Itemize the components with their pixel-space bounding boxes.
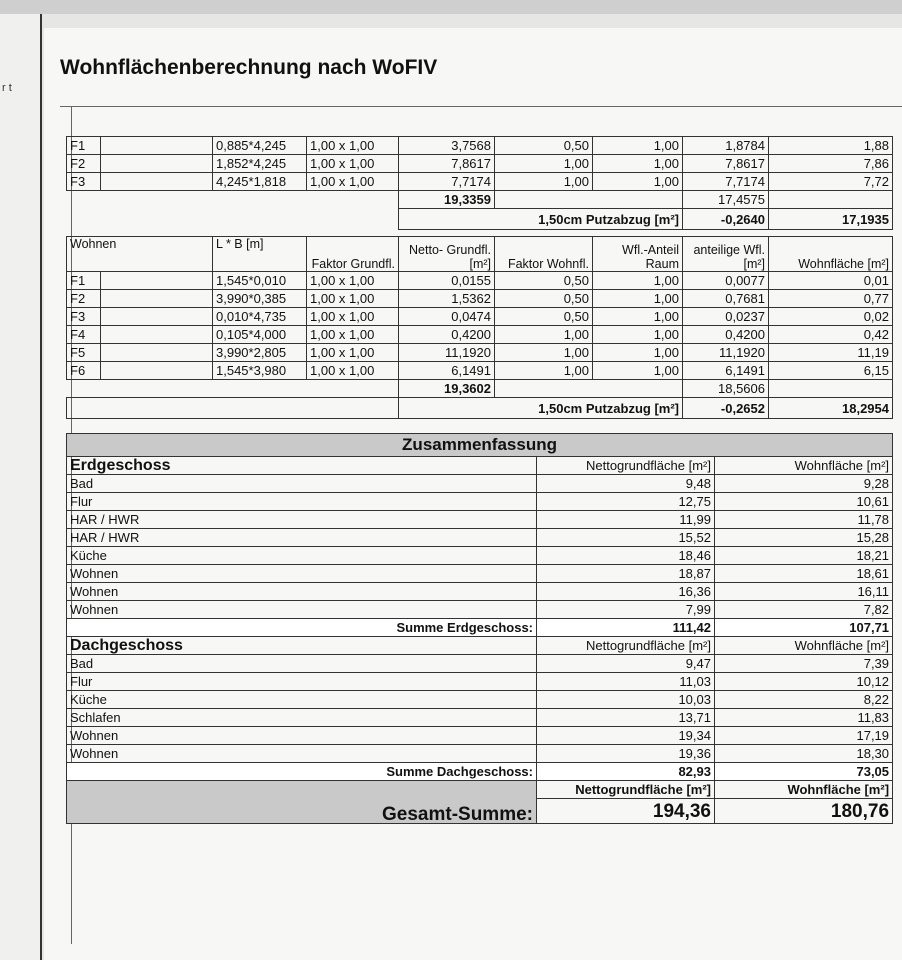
- summary-row: [67, 583, 893, 601]
- top-band: [0, 0, 902, 14]
- room-name: Wohnen: [67, 583, 537, 601]
- row-spacer: [101, 155, 213, 173]
- row-label: F1: [67, 137, 101, 155]
- row-label: F3: [67, 173, 101, 191]
- row-antwfl: 0,0237: [683, 308, 769, 326]
- room-wfl: 18,21: [715, 547, 893, 565]
- row-spacer: [101, 326, 213, 344]
- block1-sum-netto: 19,3359: [399, 191, 495, 209]
- summary-row: [67, 601, 893, 619]
- calc-row: [67, 362, 893, 380]
- room-wfl: 8,22: [715, 691, 893, 709]
- row-fw: 0,50: [495, 308, 593, 326]
- eg-col-ngf: Nettogrundfläche [m²]: [537, 457, 715, 475]
- left-panel: [0, 14, 42, 960]
- room-name: Küche: [67, 691, 537, 709]
- room-ngf: 9,47: [537, 655, 715, 673]
- calc-row: [67, 137, 893, 155]
- row-label: F4: [67, 326, 101, 344]
- col-netto-header: Netto- Grundfl. [m²]: [399, 237, 495, 272]
- calc-row: [67, 173, 893, 191]
- block2-putz-row: [67, 398, 893, 419]
- row-antwfl: 11,1920: [683, 344, 769, 362]
- total-header-row: [67, 781, 893, 799]
- row-spacer: [101, 173, 213, 191]
- row-antwfl: 6,1491: [683, 362, 769, 380]
- summary-row: [67, 727, 893, 745]
- room-name: HAR / HWR: [67, 511, 537, 529]
- block2-body: [67, 272, 893, 380]
- room-name: Wohnen: [67, 745, 537, 763]
- row-faktor: 1,00 x 1,00: [307, 362, 399, 380]
- row-anteil: 1,00: [593, 344, 683, 362]
- calc-row: [67, 290, 893, 308]
- eg-sum-label: Summe Erdgeschoss:: [67, 619, 537, 637]
- row-antwfl: 0,7681: [683, 290, 769, 308]
- row-spacer: [101, 308, 213, 326]
- block2-header-row: [67, 237, 893, 272]
- row-spacer: [101, 344, 213, 362]
- room-ngf: 16,36: [537, 583, 715, 601]
- row-spacer: [101, 272, 213, 290]
- row-netto: 1,5362: [399, 290, 495, 308]
- block1-putz-result: 17,1935: [769, 209, 893, 230]
- summary-table: [66, 433, 893, 824]
- total-wfl: 180,76: [715, 799, 893, 824]
- row-label: F5: [67, 344, 101, 362]
- calc-row: [67, 326, 893, 344]
- block2-putz-result: 18,2954: [769, 398, 893, 419]
- eg-sum-wfl: 107,71: [715, 619, 893, 637]
- room-wfl: 11,78: [715, 511, 893, 529]
- row-netto: 0,4200: [399, 326, 495, 344]
- room-wfl: 18,61: [715, 565, 893, 583]
- summary-row: [67, 475, 893, 493]
- row-lb: 1,545*0,010: [213, 272, 307, 290]
- row-netto: 7,7174: [399, 173, 495, 191]
- summary-row: [67, 691, 893, 709]
- block1-putz-label: 1,50cm Putzabzug [m²]: [399, 209, 683, 230]
- room-wfl: 15,28: [715, 529, 893, 547]
- room-wfl: 10,61: [715, 493, 893, 511]
- room-name: HAR / HWR: [67, 529, 537, 547]
- summary-row: [67, 493, 893, 511]
- row-label: F6: [67, 362, 101, 380]
- eg-heading: Erdgeschoss: [67, 457, 537, 475]
- row-spacer: [101, 362, 213, 380]
- row-anteil: 1,00: [593, 308, 683, 326]
- row-wfl: 6,15: [769, 362, 893, 380]
- room-name: Wohnen: [67, 727, 537, 745]
- row-netto: 7,8617: [399, 155, 495, 173]
- room-wfl: 11,83: [715, 709, 893, 727]
- row-wfl: 7,86: [769, 155, 893, 173]
- summary-title: Zusammenfassung: [67, 434, 893, 457]
- col-lb-header: L * B [m]: [213, 237, 307, 272]
- row-lb: 3,990*2,805: [213, 344, 307, 362]
- document-page: [44, 28, 902, 960]
- block2-table: [66, 236, 893, 419]
- room-ngf: 12,75: [537, 493, 715, 511]
- row-fw: 1,00: [495, 344, 593, 362]
- block1-body: [67, 137, 893, 191]
- row-lb: 1,852*4,245: [213, 155, 307, 173]
- row-faktor: 1,00 x 1,00: [307, 290, 399, 308]
- room-wfl: 10,12: [715, 673, 893, 691]
- row-label: F2: [67, 290, 101, 308]
- summary-row: [67, 673, 893, 691]
- block1-putz-abzug: -0,2640: [683, 209, 769, 230]
- col-antwfl-header: anteilige Wfl.[m²]: [683, 237, 769, 272]
- calculation-sheet: [66, 136, 892, 824]
- room-wfl: 7,39: [715, 655, 893, 673]
- row-lb: 0,105*4,000: [213, 326, 307, 344]
- dg-sum-wfl: 73,05: [715, 763, 893, 781]
- row-lb: 0,010*4,735: [213, 308, 307, 326]
- row-anteil: 1,00: [593, 362, 683, 380]
- summary-row: [67, 655, 893, 673]
- room-ngf: 13,71: [537, 709, 715, 727]
- row-anteil: 1,00: [593, 155, 683, 173]
- room-ngf: 19,34: [537, 727, 715, 745]
- col-faktor-header: Faktor Grundfl.: [307, 237, 399, 272]
- block1-sum-row: [67, 191, 893, 209]
- row-faktor: 1,00 x 1,00: [307, 344, 399, 362]
- row-antwfl: 0,4200: [683, 326, 769, 344]
- row-antwfl: 7,8617: [683, 155, 769, 173]
- room-name: Wohnen: [67, 601, 537, 619]
- room-wfl: 9,28: [715, 475, 893, 493]
- summary-row: [67, 529, 893, 547]
- row-anteil: 1,00: [593, 137, 683, 155]
- row-fw: 1,00: [495, 362, 593, 380]
- col-anteil-header: Wfl.-Anteil Raum: [593, 237, 683, 272]
- room-name: Flur: [67, 493, 537, 511]
- row-wfl: 0,77: [769, 290, 893, 308]
- block2-putz-label: 1,50cm Putzabzug [m²]: [399, 398, 683, 419]
- room-ngf: 11,03: [537, 673, 715, 691]
- room-name: Flur: [67, 673, 537, 691]
- row-spacer: [101, 137, 213, 155]
- room-wfl: 18,30: [715, 745, 893, 763]
- block1-putz-row: [67, 209, 893, 230]
- block2-sum-row: [67, 380, 893, 398]
- room-ngf: 18,87: [537, 565, 715, 583]
- room-name: Wohnen: [67, 565, 537, 583]
- row-label: F3: [67, 308, 101, 326]
- dg-col-ngf: Nettogrundfläche [m²]: [537, 637, 715, 655]
- page-title: Wohnflächenberechnung nach WoFIV: [60, 56, 438, 79]
- row-lb: 1,545*3,980: [213, 362, 307, 380]
- calc-row: [67, 155, 893, 173]
- eg-sum-ngf: 111,42: [537, 619, 715, 637]
- row-faktor: 1,00 x 1,00: [307, 308, 399, 326]
- dg-col-wfl: Wohnfläche [m²]: [715, 637, 893, 655]
- room-name: Bad: [67, 655, 537, 673]
- row-fw: 1,00: [495, 155, 593, 173]
- row-netto: 0,0474: [399, 308, 495, 326]
- dg-sum-label: Summe Dachgeschoss:: [67, 763, 537, 781]
- total-label: Gesamt-Summe:: [67, 781, 537, 824]
- row-fw: 0,50: [495, 290, 593, 308]
- row-faktor: 1,00 x 1,00: [307, 326, 399, 344]
- row-lb: 3,990*0,385: [213, 290, 307, 308]
- col-fw-header: Faktor Wohnfl.: [495, 237, 593, 272]
- dg-heading: Dachgeschoss: [67, 637, 537, 655]
- eg-sum-row: [67, 619, 893, 637]
- row-anteil: 1,00: [593, 173, 683, 191]
- row-netto: 3,7568: [399, 137, 495, 155]
- row-netto: 0,0155: [399, 272, 495, 290]
- room-wfl: 7,82: [715, 601, 893, 619]
- summary-row: [67, 745, 893, 763]
- row-anteil: 1,00: [593, 272, 683, 290]
- room-wfl: 16,11: [715, 583, 893, 601]
- room-name: Küche: [67, 547, 537, 565]
- row-wfl: 0,02: [769, 308, 893, 326]
- summary-row: [67, 565, 893, 583]
- row-spacer: [101, 290, 213, 308]
- row-faktor: 1,00 x 1,00: [307, 137, 399, 155]
- col-wfl-header: Wohnfläche [m²]: [769, 237, 893, 272]
- row-fw: 1,00: [495, 326, 593, 344]
- header-rule: [60, 106, 902, 107]
- eg-col-wfl: Wohnfläche [m²]: [715, 457, 893, 475]
- block2-putz-abzug: -0,2652: [683, 398, 769, 419]
- room-wfl: 17,19: [715, 727, 893, 745]
- block2-sum-netto: 19,3602: [399, 380, 495, 398]
- row-wfl: 0,01: [769, 272, 893, 290]
- row-label: F1: [67, 272, 101, 290]
- row-wfl: 7,72: [769, 173, 893, 191]
- row-wfl: 1,88: [769, 137, 893, 155]
- summary-row: [67, 547, 893, 565]
- row-anteil: 1,00: [593, 290, 683, 308]
- calc-row: [67, 344, 893, 362]
- total-col-ngf: Nettogrundfläche [m²]: [537, 781, 715, 799]
- block2-sum-antwfl: 18,5606: [683, 380, 769, 398]
- room-name: Bad: [67, 475, 537, 493]
- row-antwfl: 0,0077: [683, 272, 769, 290]
- block1-sum-antwfl: 17,4575: [683, 191, 769, 209]
- room-ngf: 11,99: [537, 511, 715, 529]
- row-lb: 0,885*4,245: [213, 137, 307, 155]
- room-ngf: 18,46: [537, 547, 715, 565]
- room-ngf: 19,36: [537, 745, 715, 763]
- dg-header-row: [67, 637, 893, 655]
- eg-header-row: [67, 457, 893, 475]
- room-name: Schlafen: [67, 709, 537, 727]
- side-mark: r t: [2, 82, 12, 94]
- calc-row: [67, 308, 893, 326]
- row-netto: 11,1920: [399, 344, 495, 362]
- row-wfl: 0,42: [769, 326, 893, 344]
- row-lb: 4,245*1,818: [213, 173, 307, 191]
- row-fw: 0,50: [495, 272, 593, 290]
- total-col-wfl: Wohnfläche [m²]: [715, 781, 893, 799]
- calc-row: [67, 272, 893, 290]
- row-faktor: 1,00 x 1,00: [307, 173, 399, 191]
- col-room-header: Wohnen: [67, 237, 213, 272]
- room-ngf: 15,52: [537, 529, 715, 547]
- row-faktor: 1,00 x 1,00: [307, 155, 399, 173]
- row-antwfl: 7,7174: [683, 173, 769, 191]
- dg-sum-row: [67, 763, 893, 781]
- summary-row: [67, 511, 893, 529]
- room-ngf: 7,99: [537, 601, 715, 619]
- summary-row: [67, 709, 893, 727]
- row-anteil: 1,00: [593, 326, 683, 344]
- block1-table: [66, 136, 893, 230]
- row-fw: 1,00: [495, 173, 593, 191]
- row-netto: 6,1491: [399, 362, 495, 380]
- room-ngf: 9,48: [537, 475, 715, 493]
- room-ngf: 10,03: [537, 691, 715, 709]
- row-fw: 0,50: [495, 137, 593, 155]
- row-antwfl: 1,8784: [683, 137, 769, 155]
- row-wfl: 11,19: [769, 344, 893, 362]
- total-ngf: 194,36: [537, 799, 715, 824]
- row-faktor: 1,00 x 1,00: [307, 272, 399, 290]
- dg-body: [67, 655, 893, 763]
- dg-sum-ngf: 82,93: [537, 763, 715, 781]
- eg-body: [67, 475, 893, 619]
- row-label: F2: [67, 155, 101, 173]
